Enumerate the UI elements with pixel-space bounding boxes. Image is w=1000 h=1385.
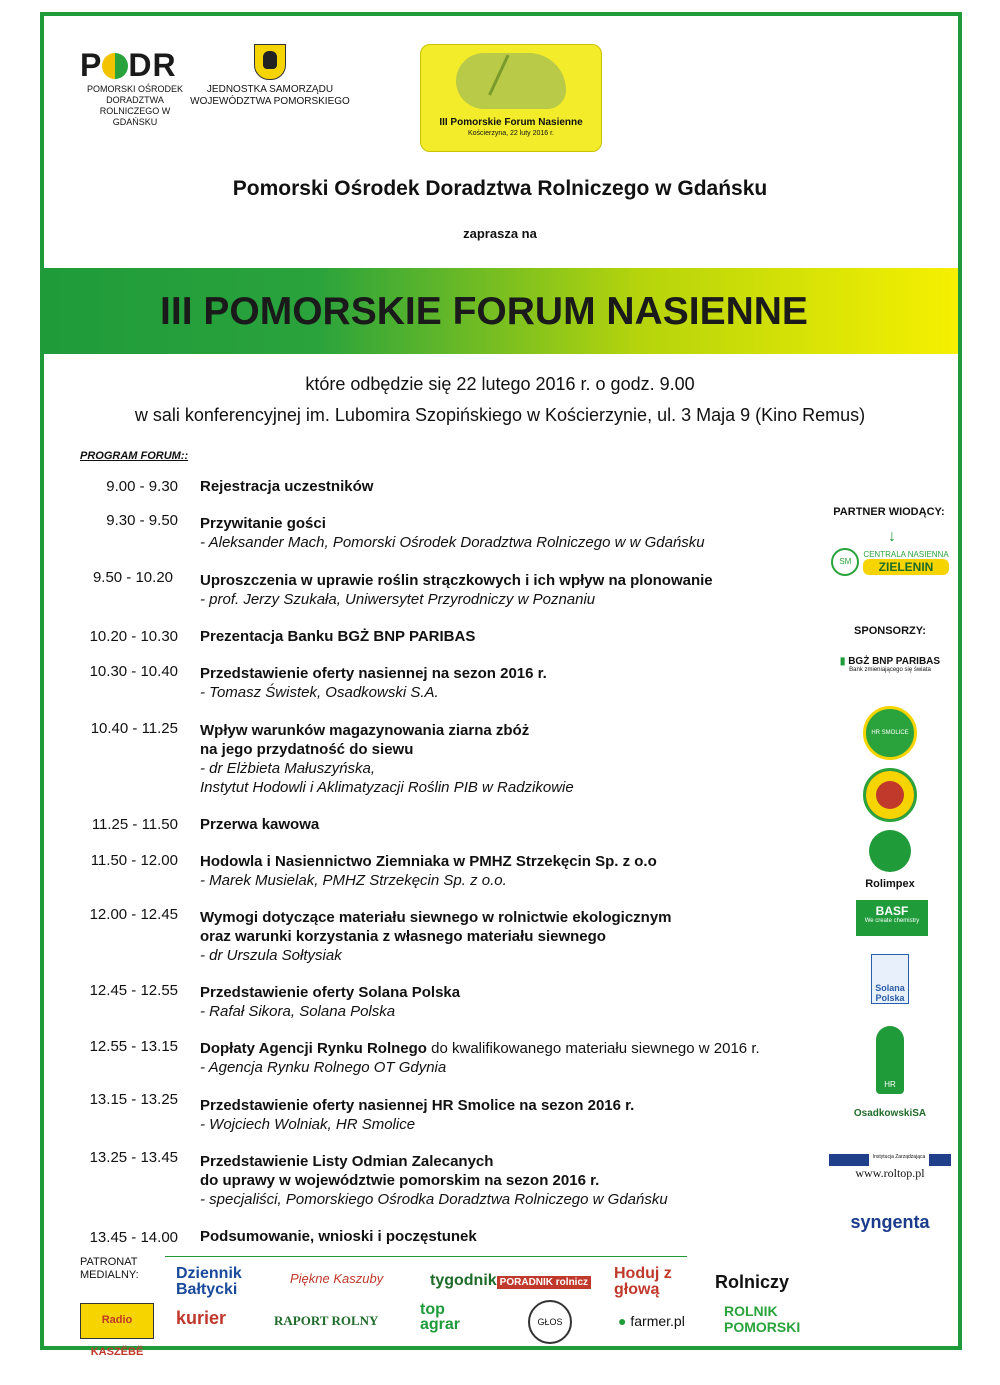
organizer: Pomorski Ośrodek Doradztwa Rolniczego w Gdańsku — [232, 177, 768, 200]
bgz-logo: ▮ BGŻ BNP PARIBAS Bank zmieniającego się świata — [839, 656, 941, 673]
program-item: Dopłaty Agencji Rynku Rolnego do kwalifikowanego materiału siewnego w 2016 r. - Agencja Rynku Rolnego OT Gdynia — [200, 1040, 760, 1076]
program-item: Przedstawienie Listy Odmian Zalecanych do uprawy w województwie pomorskim na sezon 2016 r. - specjaliści, Pomorskiego Ośrodka Doradztwa Rolniczego w Gdańsku — [200, 1153, 668, 1208]
piekne-kaszuby-logo: Piękne Kaszuby — [290, 1271, 384, 1286]
radio-kaszebe-logo: Radio KASZËBË — [80, 1303, 154, 1339]
glos-logo: GŁOS — [528, 1300, 572, 1344]
program-item: Przedstawienie oferty nasiennej HR Smolice na sezon 2016 r. - Wojciech Wolniak, HR Smolice — [200, 1097, 635, 1133]
forum-logo — [420, 44, 602, 152]
program-item: Przedstawienie oferty Solana Polska - Rafał Sikora, Solana Polska — [200, 984, 461, 1020]
program-time: 10.40 - 11.25 — [90, 720, 178, 737]
griffin-crest-icon — [254, 44, 286, 80]
roltop-logo: Instytucja Zarządzająca www.roltop.pl — [825, 1154, 955, 1181]
basf-logo: BASF We create chemistry — [856, 900, 928, 936]
program-time: 9.00 - 9.30 — [106, 478, 178, 495]
dziennik-logo: Dziennik Bałtycki — [176, 1265, 242, 1298]
program-item: Przerwa kawowa — [200, 816, 320, 833]
jsw-logo: JEDNOSTKA SAMORZĄDU WOJEWÓDZTWA POMORSKIEGO — [190, 44, 350, 108]
hr-logo: HR — [825, 1026, 955, 1094]
program-label: PROGRAM FORUM:: — [80, 450, 189, 462]
media-divider — [165, 1256, 687, 1257]
page-title: III POMORSKIE FORUM NASIENNE — [160, 290, 808, 333]
podr-o-icon — [102, 53, 128, 79]
invite-text: zaprasza na — [463, 226, 537, 241]
program-time: 12.55 - 13.15 — [89, 1038, 178, 1055]
raport-rolny-logo: RAPORT ROLNY — [274, 1313, 379, 1328]
arrow-down-icon: ↓ — [888, 528, 896, 545]
podr-logo: P DR POMORSKI OŚRODEK DORADZTWA ROLNICZEGO W GDAŃSKU — [80, 48, 190, 128]
rolniczy-logo: Rolniczy — [715, 1272, 790, 1292]
rolimpex-logo: Rolimpex — [825, 830, 955, 890]
hoduj-logo: Hoduj z głową — [614, 1265, 672, 1298]
program-item: Podsumowanie, wnioski i poczęstunek — [200, 1228, 477, 1245]
smolice-logo: HR SMOLICE — [825, 706, 955, 760]
event-date: które odbędzie się 22 lutego 2016 r. o godz. 9.00 — [305, 374, 695, 394]
program-time: 12.00 - 12.45 — [89, 906, 178, 923]
event-venue: w sali konferencyjnej im. Lubomira Szopińskiego w Kościerzynie, ul. 3 Maja 9 (Kino Remus) — [134, 405, 866, 425]
sponsors-label: SPONSORZY: — [854, 625, 926, 637]
program-time: 12.45 - 12.55 — [89, 982, 178, 999]
program-time: 11.25 - 11.50 — [91, 816, 178, 833]
top-agrar-logo: top agrar — [420, 1301, 461, 1333]
program-item: Uproszczenia w uprawie roślin strączkowych i ich wpływ na plonowanie - prof. Jerzy Szukała, Uniwersytet Przyrodniczy w Poznaniu — [200, 572, 713, 608]
syngenta-logo: syngenta — [850, 1212, 930, 1232]
podr-subtitle: POMORSKI OŚRODEK DORADZTWA ROLNICZEGO W GDAŃSKU — [86, 84, 184, 127]
tygodnik-logo: tygodnik PORADNIK rolnicz — [430, 1272, 591, 1290]
program-time: 13.15 - 13.25 — [89, 1091, 178, 1108]
osadkowski-logo: OsadkowskiSA — [853, 1108, 927, 1119]
zielenin-logo: SM CENTRALA NASIENNA ZIELENIN — [825, 548, 955, 576]
program-time: 9.30 - 9.50 — [106, 512, 178, 529]
program-time: 10.30 - 10.40 — [89, 663, 178, 680]
program-time: 13.25 - 13.45 — [89, 1149, 178, 1166]
solana-logo: Solana Polska — [825, 954, 955, 1004]
media-label: PATRONAT MEDIALNY: — [80, 1256, 139, 1281]
program-time: 10.20 - 10.30 — [89, 628, 178, 645]
forum-logo-date: Kościerzyna, 22 luty 2016 r. — [468, 130, 554, 137]
program-item: Przywitanie gości - Aleksander Mach, Pomorski Ośrodek Doradztwa Rolniczego w w Gdańsku — [200, 515, 705, 551]
program-time: 9.50 - 10.20 — [92, 569, 173, 586]
program-time: 11.50 - 12.00 — [90, 852, 178, 869]
program-item: Wpływ warunków magazynowania ziarna zbóż na jego przydatność do siewu - dr Elżbieta Małuszyńska, Instytut Hodowli i Aklimatyzacji Roślin PIB w Radzikowie — [200, 722, 574, 796]
partner-label: PARTNER WIODĄCY: — [833, 506, 945, 518]
program-time: 13.45 - 14.00 — [89, 1229, 178, 1246]
program-item: Przedstawienie oferty nasiennej na sezon 2016 r. - Tomasz Świstek, Osadkowski S.A. — [200, 665, 547, 701]
kurier-logo: kurier — [176, 1308, 227, 1328]
rolnik-pomorski-logo: ROLNIK POMORSKI — [724, 1303, 801, 1335]
program-item: Wymogi dotyczące materiału siewnego w rolnictwie ekologicznym oraz warunki korzystania z własnego materiału siewnego - dr Urszula Sołtysiak — [200, 909, 672, 964]
program-item: Prezentacja Banku BGŻ BNP PARIBAS — [200, 628, 476, 645]
pmhz-logo-icon — [825, 768, 955, 822]
forum-logo-title: III Pomorskie Forum Nasienne — [439, 117, 583, 128]
program-item: Hodowla i Nasiennictwo Ziemniaka w PMHZ Strzekęcin Sp. z o.o - Marek Musielak, PMHZ Strzekęcin Sp. z o.o. — [200, 853, 657, 889]
program-item: Rejestracja uczestników — [200, 478, 374, 495]
farmer-logo: ● farmer.pl — [618, 1313, 685, 1329]
pomerania-map-icon — [456, 53, 566, 109]
